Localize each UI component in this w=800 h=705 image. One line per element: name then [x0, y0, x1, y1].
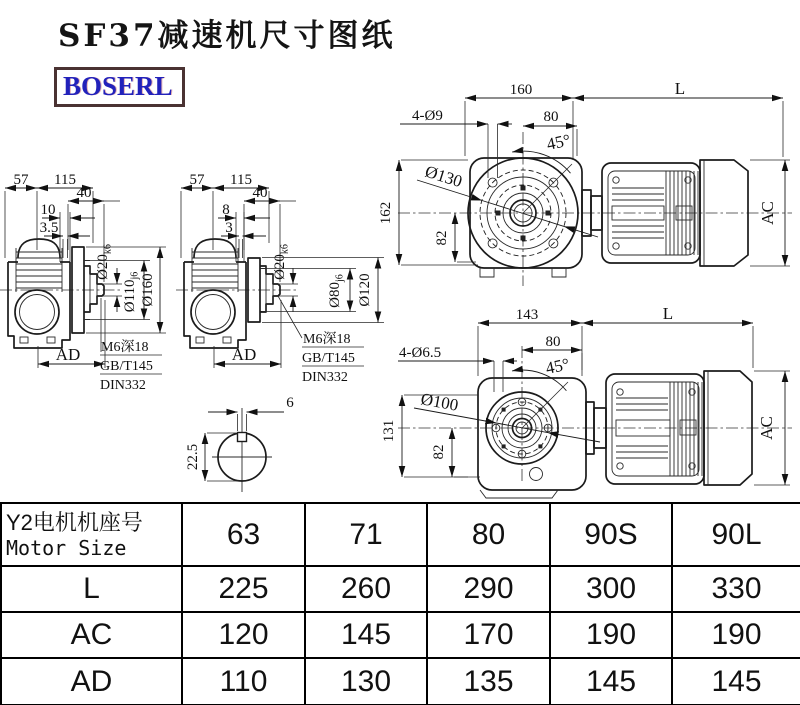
cell: 145: [550, 658, 672, 705]
cell: 290: [427, 566, 550, 612]
dim-115: 115: [230, 172, 252, 188]
dim-143: 143: [515, 307, 539, 323]
cell: 225: [182, 566, 305, 612]
note-tap: M6深18: [303, 332, 351, 347]
cell: 330: [672, 566, 800, 612]
dim-shaft-dia: $Ø20_{k6}$: [272, 244, 291, 280]
dim-160: 160: [509, 82, 533, 98]
note-tap: M6深18: [101, 340, 149, 355]
dim-L: L: [674, 79, 686, 98]
dim-57: 57: [189, 172, 205, 188]
dim-pilot-dia: $Ø110_{j6}$: [122, 271, 141, 313]
dim-flange-dia: Ø160: [140, 273, 156, 307]
dim-115: 115: [54, 172, 76, 188]
gearbox-body: [8, 239, 104, 348]
dimensions: [181, 172, 384, 385]
dimensions: [5, 172, 166, 393]
header-size: 90S: [550, 503, 672, 566]
note-din: DIN332: [302, 370, 348, 385]
middle-side-view: [176, 172, 384, 385]
cell: 130: [305, 658, 427, 705]
dim-holes: 4-Ø6.5: [399, 345, 442, 361]
dim-AC: AC: [758, 201, 777, 225]
keyway: [238, 433, 247, 442]
plug: [530, 468, 543, 481]
dim-shaft-dia: $Ø20_{k6}$: [95, 244, 114, 280]
dimensions: [378, 79, 790, 266]
gearbox-body: [184, 239, 280, 348]
table-row-AD: [1, 658, 800, 705]
cell: 120: [182, 612, 305, 658]
dim-bolt-circle: Ø100: [419, 389, 460, 415]
shaft-cross-section: [185, 395, 294, 492]
table-header-row: [1, 503, 800, 566]
dim-L: L: [662, 304, 674, 323]
header-size: 71: [305, 503, 427, 566]
dim-bolt-circle: Ø130: [422, 161, 465, 192]
header-size: 90L: [672, 503, 800, 566]
motor-size-table: [0, 502, 800, 705]
dim-angle: 45°: [544, 130, 573, 154]
dim-key-width: 6: [286, 395, 294, 411]
row-label: AC: [1, 612, 182, 658]
brand-logo-text: BOSERL: [63, 71, 173, 101]
dim-162: 162: [378, 201, 394, 225]
dim-3_5: 3.5: [39, 220, 59, 236]
header-motor-size-cn: Y2电机机座号: [6, 509, 143, 535]
note-din: DIN332: [100, 378, 146, 393]
dim-pilot-dia: $Ø80_{j6}$: [327, 274, 346, 308]
cell: 110: [182, 658, 305, 705]
cell: 145: [305, 612, 427, 658]
dim-angle: 45°: [543, 354, 572, 378]
note-gb: GB/T145: [302, 351, 355, 366]
top-assembly-view: [378, 79, 792, 286]
header-motor-size-en: Motor Size: [6, 535, 127, 560]
dim-80: 80: [545, 334, 561, 350]
dim-10: 10: [40, 202, 56, 218]
dim-AD: AD: [55, 345, 81, 364]
dim-3: 3: [225, 220, 233, 236]
gearbox-flange-front: [478, 378, 586, 498]
dim-80: 80: [543, 109, 559, 125]
table-row-L: [1, 566, 800, 612]
dim-40: 40: [252, 185, 268, 201]
dim-57: 57: [13, 172, 29, 188]
dim-holes: 4-Ø9: [412, 108, 443, 124]
header-motor-size: [1, 503, 182, 566]
dim-40: 40: [76, 185, 92, 201]
cell: 190: [550, 612, 672, 658]
table-row-AC: [1, 612, 800, 658]
cell: 260: [305, 566, 427, 612]
header-size: 63: [182, 503, 305, 566]
gearbox-flange-front: [468, 158, 582, 277]
row-label: L: [1, 566, 182, 612]
cell: 170: [427, 612, 550, 658]
bottom-assembly-view: [381, 304, 792, 498]
note-gb: GB/T145: [100, 359, 153, 374]
dim-82: 82: [434, 230, 450, 246]
dim-131: 131: [381, 419, 397, 443]
header-size: 80: [427, 503, 550, 566]
cell: 300: [550, 566, 672, 612]
dim-82: 82: [431, 444, 447, 460]
cell: 190: [672, 612, 800, 658]
left-side-view: [0, 172, 166, 393]
dim-flange-dia: Ø120: [357, 273, 373, 307]
cell: 145: [672, 658, 800, 705]
dim-8: 8: [222, 202, 230, 218]
cooling-fins: [670, 382, 702, 476]
dim-AC: AC: [757, 416, 776, 440]
row-label: AD: [1, 658, 182, 705]
dim-key-height: 22.5: [185, 443, 201, 471]
dim-AD: AD: [231, 345, 257, 364]
cell: 135: [427, 658, 550, 705]
bolt-hole: [488, 239, 497, 248]
page-title: SF37减速机尺寸图纸: [58, 18, 396, 54]
